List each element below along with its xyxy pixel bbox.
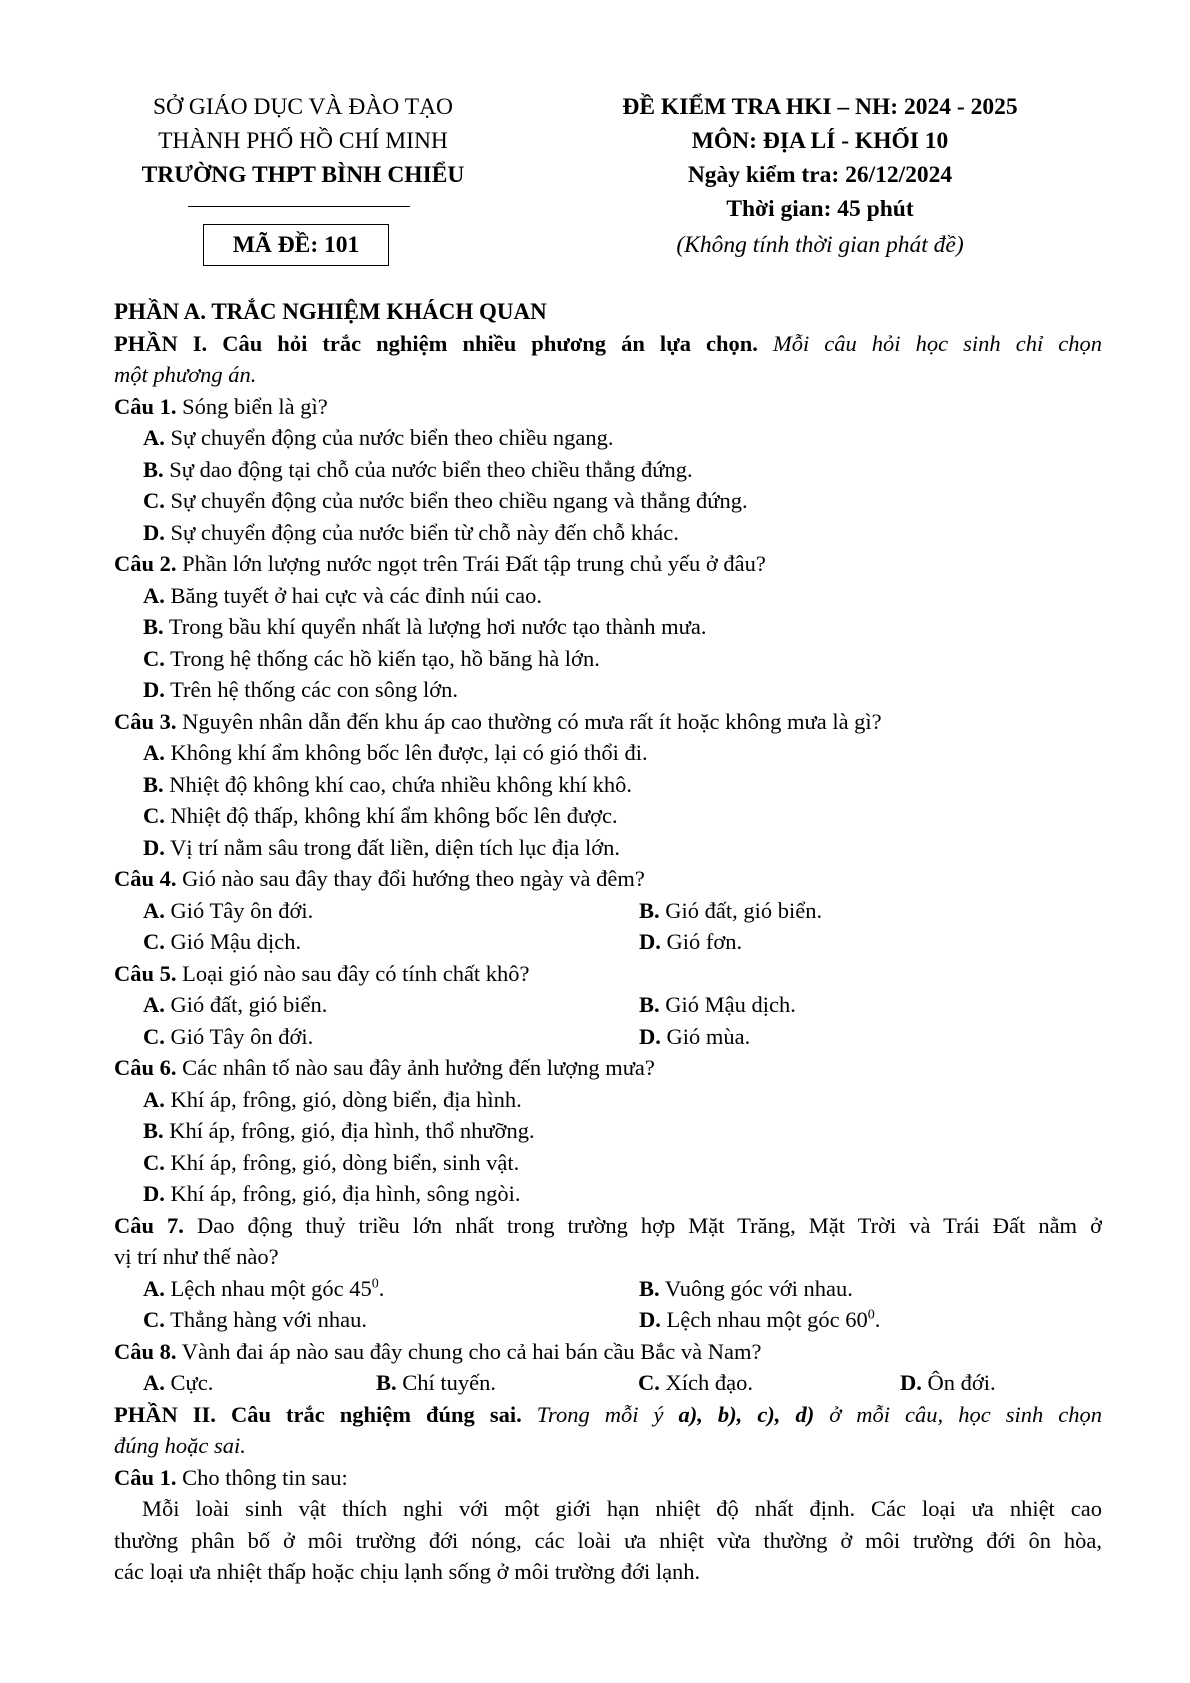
option <box>638 1367 900 1399</box>
option-key: A. <box>143 740 165 765</box>
question <box>114 1462 1102 1494</box>
option <box>639 1273 853 1305</box>
option <box>114 517 1102 549</box>
option-text: Sự chuyển động của nước biển theo chiều ngang. <box>170 425 614 450</box>
option <box>114 674 1102 706</box>
option-text: Khí áp, frông, gió, dòng biển, địa hình. <box>170 1086 522 1112</box>
option-key: B. <box>639 897 660 923</box>
option-key: D. <box>900 1370 922 1395</box>
part2-instruction-cont: đúng hoặc sai. <box>114 1433 246 1458</box>
option-text: Lệch nhau một góc 60 <box>666 1307 868 1332</box>
option-text: Sự dao động tại chỗ của nước biển theo chiều thẳng đứng. <box>169 456 693 482</box>
option-key: C. <box>143 488 165 513</box>
option-key: A. <box>143 1275 165 1301</box>
option-text: Trong bầu khí quyển nhất là lượng hơi nước tạo thành mưa. <box>168 614 707 639</box>
option-text: Băng tuyết ở hai cực và các đỉnh núi cao. <box>170 582 542 608</box>
option-key: B. <box>639 992 660 1017</box>
part2-instruction: Trong mỗi ý <box>536 1401 664 1427</box>
option-text: Gió đất, gió biển. <box>170 992 328 1017</box>
option-text: Nhiệt độ thấp, không khí ẩm không bốc lên được. <box>170 803 618 828</box>
option-text: Ôn đới. <box>927 1370 996 1395</box>
option-text: Xích đạo. <box>665 1370 753 1395</box>
option-text: Trên hệ thống các con sông lớn. <box>170 677 458 702</box>
option-key: C. <box>143 645 165 671</box>
header-divider <box>188 206 410 207</box>
option-key: C. <box>143 1023 165 1049</box>
part1-heading <box>114 328 1102 360</box>
option-text: Trong hệ thống các hồ kiến tạo, hồ băng hà lớn. <box>170 645 600 671</box>
option-key: C. <box>638 1370 660 1395</box>
option-key: B. <box>639 1275 660 1301</box>
exam-time-note: (Không tính thời gian phát đề) <box>676 232 964 258</box>
option <box>114 1115 1102 1147</box>
question <box>114 1052 1102 1084</box>
option-text: Gió fơn. <box>666 929 743 954</box>
option-key: B. <box>143 614 164 639</box>
option-key: B. <box>143 771 164 797</box>
option-row <box>114 989 1102 1021</box>
part2-marks: a), b), c), d) <box>678 1401 815 1427</box>
option-text: Gió Mậu dịch. <box>665 992 796 1017</box>
option <box>639 926 742 958</box>
option-end: . <box>378 1275 385 1301</box>
option-row <box>114 1367 1102 1399</box>
option-row <box>114 1273 1102 1305</box>
question-text: Gió nào sau đây thay đổi hướng theo ngày và đêm? <box>182 866 645 891</box>
option-text: Sự chuyển động của nước biển từ chỗ này đến chỗ khác. <box>170 519 679 545</box>
question-text-cont: vị trí như thế nào? <box>114 1244 279 1269</box>
option-text: Khí áp, frông, gió, dòng biển, sinh vật. <box>170 1149 520 1175</box>
option <box>114 485 1102 517</box>
option-key: D. <box>639 1307 661 1332</box>
option <box>114 454 1102 486</box>
option-text: Lệch nhau một góc 45 <box>170 1275 372 1301</box>
option-text: Gió Tây ôn đới. <box>170 897 314 923</box>
degree-sup: 0 <box>867 1307 875 1323</box>
option <box>639 895 822 927</box>
option <box>639 1304 880 1336</box>
question-text: Nguyên nhân dẫn đến khu áp cao thường có mưa rất ít hoặc không mưa là gì? <box>182 708 882 734</box>
question-label: Câu 5. <box>114 960 177 986</box>
info-paragraph-line: các loại ưa nhiệt thấp hoặc chịu lạnh sống ở môi trường đới lạnh. <box>114 1559 701 1584</box>
option-key: B. <box>143 456 164 482</box>
option-key: A. <box>143 1370 165 1395</box>
part1-instruction: Mỗi câu hỏi học sinh chỉ chọn <box>772 330 1102 356</box>
option-key: D. <box>143 677 165 702</box>
option <box>114 422 1102 454</box>
exam-duration: Thời gian: 45 phút <box>726 196 914 222</box>
question-text: Các nhân tố nào sau đây ảnh hưởng đến lượng mưa? <box>182 1055 655 1080</box>
option-key: D. <box>143 1181 165 1206</box>
exam-title: ĐỀ KIỂM TRA HKI – NH: 2024 - 2025 <box>622 94 1018 120</box>
part2-heading <box>114 1399 1102 1431</box>
question <box>114 1336 1102 1368</box>
option-text: Nhiệt độ không khí cao, chứa nhiều không khí khô. <box>169 771 633 797</box>
option-text: Thẳng hàng với nhau. <box>170 1307 367 1332</box>
question <box>114 706 1102 738</box>
option <box>114 800 1102 832</box>
question-label: Câu 1. <box>114 393 177 419</box>
option <box>376 1367 638 1399</box>
option <box>114 611 1102 643</box>
option-key: A. <box>143 897 165 923</box>
question-label: Câu 6. <box>114 1055 177 1080</box>
part1-instruction-cont: một phương án. <box>114 362 257 387</box>
option-row <box>114 926 1102 958</box>
option <box>114 769 1102 801</box>
option-text: Vị trí nằm sâu trong đất liền, diện tích lục địa lớn. <box>170 834 621 860</box>
question-text: Sóng biển là gì? <box>182 393 328 419</box>
option <box>639 1021 750 1053</box>
option <box>114 737 1102 769</box>
option-key: D. <box>143 834 165 860</box>
part2-title: PHẦN II. Câu trắc nghiệm đúng sai. <box>114 1401 522 1427</box>
option <box>114 832 1102 864</box>
option <box>639 989 796 1021</box>
option <box>114 989 639 1021</box>
question <box>114 863 1102 895</box>
option-key: C. <box>143 1307 165 1332</box>
option-text: Vuông góc với nhau. <box>664 1275 853 1301</box>
option-text: Gió đất, gió biển. <box>665 897 823 923</box>
option-key: A. <box>143 582 165 608</box>
option-key: A. <box>143 992 165 1017</box>
part-a-title: PHẦN A. TRẮC NGHIỆM KHÁCH QUAN <box>114 299 547 324</box>
option <box>114 926 639 958</box>
option-text: Gió Tây ôn đới. <box>170 1023 314 1049</box>
question <box>114 391 1102 423</box>
department-name: SỞ GIÁO DỤC VÀ ĐÀO TẠO <box>152 94 454 120</box>
info-paragraph-line: thường phân bố ở môi trường đới nóng, các loài ưa nhiệt vừa thường ở môi trường đới ôn hòa, <box>114 1527 1102 1553</box>
option-text: Khí áp, frông, gió, địa hình, sông ngòi. <box>170 1181 521 1206</box>
option <box>114 1367 376 1399</box>
option-text: Sự chuyển động của nước biển theo chiều ngang và thẳng đứng. <box>170 488 748 513</box>
option-text: Chí tuyến. <box>402 1370 497 1395</box>
option-key: D. <box>143 519 165 545</box>
exam-code-box: MÃ ĐỀ: 101 <box>203 224 389 266</box>
question-label: Câu 7. <box>114 1212 184 1238</box>
option-text: Khí áp, frông, gió, địa hình, thổ nhưỡng. <box>169 1118 535 1143</box>
question-label: Câu 3. <box>114 708 177 734</box>
option <box>900 1367 996 1399</box>
option <box>114 1304 639 1336</box>
option-key: B. <box>143 1118 164 1143</box>
option <box>114 1147 1102 1179</box>
exam-subject: MÔN: ĐỊA LÍ - KHỐI 10 <box>691 128 949 154</box>
question-text: Dao động thuỷ triều lớn nhất trong trường hợp Mặt Trăng, Mặt Trời và Trái Đất nằm ở <box>196 1212 1102 1238</box>
option <box>114 1178 1102 1210</box>
part2-instruction-b: ở mỗi câu, học sinh chọn <box>829 1401 1102 1427</box>
option-text: Gió mùa. <box>666 1023 751 1049</box>
option <box>114 1084 1102 1116</box>
option-row <box>114 895 1102 927</box>
info-paragraph-line: Mỗi loài sinh vật thích nghi với một giới hạn nhiệt độ nhất định. Các loại ưa nhiệt cao <box>142 1496 1102 1521</box>
option-text: Cực. <box>170 1370 214 1395</box>
option <box>114 895 639 927</box>
option-key: D. <box>639 929 661 954</box>
question-text: Loại gió nào sau đây có tính chất khô? <box>182 960 530 986</box>
option-row <box>114 1021 1102 1053</box>
question-label: Câu 2. <box>114 551 177 576</box>
question-label: Câu 1. <box>114 1464 177 1490</box>
question-text: Phần lớn lượng nước ngọt trên Trái Đất tập trung chủ yếu ở đâu? <box>182 551 766 576</box>
question-text: Vành đai áp nào sau đây chung cho cả hai bán cầu Bắc và Nam? <box>181 1338 762 1364</box>
option-key: D. <box>639 1023 661 1049</box>
question <box>114 1210 1102 1242</box>
option-key: B. <box>376 1370 397 1395</box>
school-name: TRƯỜNG THPT BÌNH CHIỂU <box>141 162 465 188</box>
option-end: . <box>874 1307 881 1332</box>
question <box>114 958 1102 990</box>
exam-header <box>570 90 1070 226</box>
exam-date: Ngày kiểm tra: 26/12/2024 <box>687 162 953 188</box>
option <box>114 1273 639 1305</box>
school-header <box>118 90 488 192</box>
question-text: Cho thông tin sau: <box>182 1464 348 1490</box>
option-key: A. <box>143 425 165 450</box>
option <box>114 580 1102 612</box>
question <box>114 548 1102 580</box>
option-key: A. <box>143 1086 165 1112</box>
question-label: Câu 8. <box>114 1338 177 1364</box>
city-name: THÀNH PHỐ HỒ CHÍ MINH <box>158 128 448 154</box>
option-key: C. <box>143 1149 165 1175</box>
option-key: C. <box>143 803 165 828</box>
option <box>114 1021 639 1053</box>
option-text: Không khí ẩm không bốc lên được, lại có gió thổi đi. <box>170 740 648 765</box>
option <box>114 643 1102 675</box>
part1-title: PHẦN I. Câu hỏi trắc nghiệm nhiều phương án lựa chọn. <box>114 330 758 356</box>
exam-content <box>114 296 1102 1588</box>
option-row <box>114 1304 1102 1336</box>
question-label: Câu 4. <box>114 866 177 891</box>
degree-sup: 0 <box>371 1276 379 1291</box>
option-text: Gió Mậu dịch. <box>170 929 302 954</box>
option-key: C. <box>143 929 165 954</box>
